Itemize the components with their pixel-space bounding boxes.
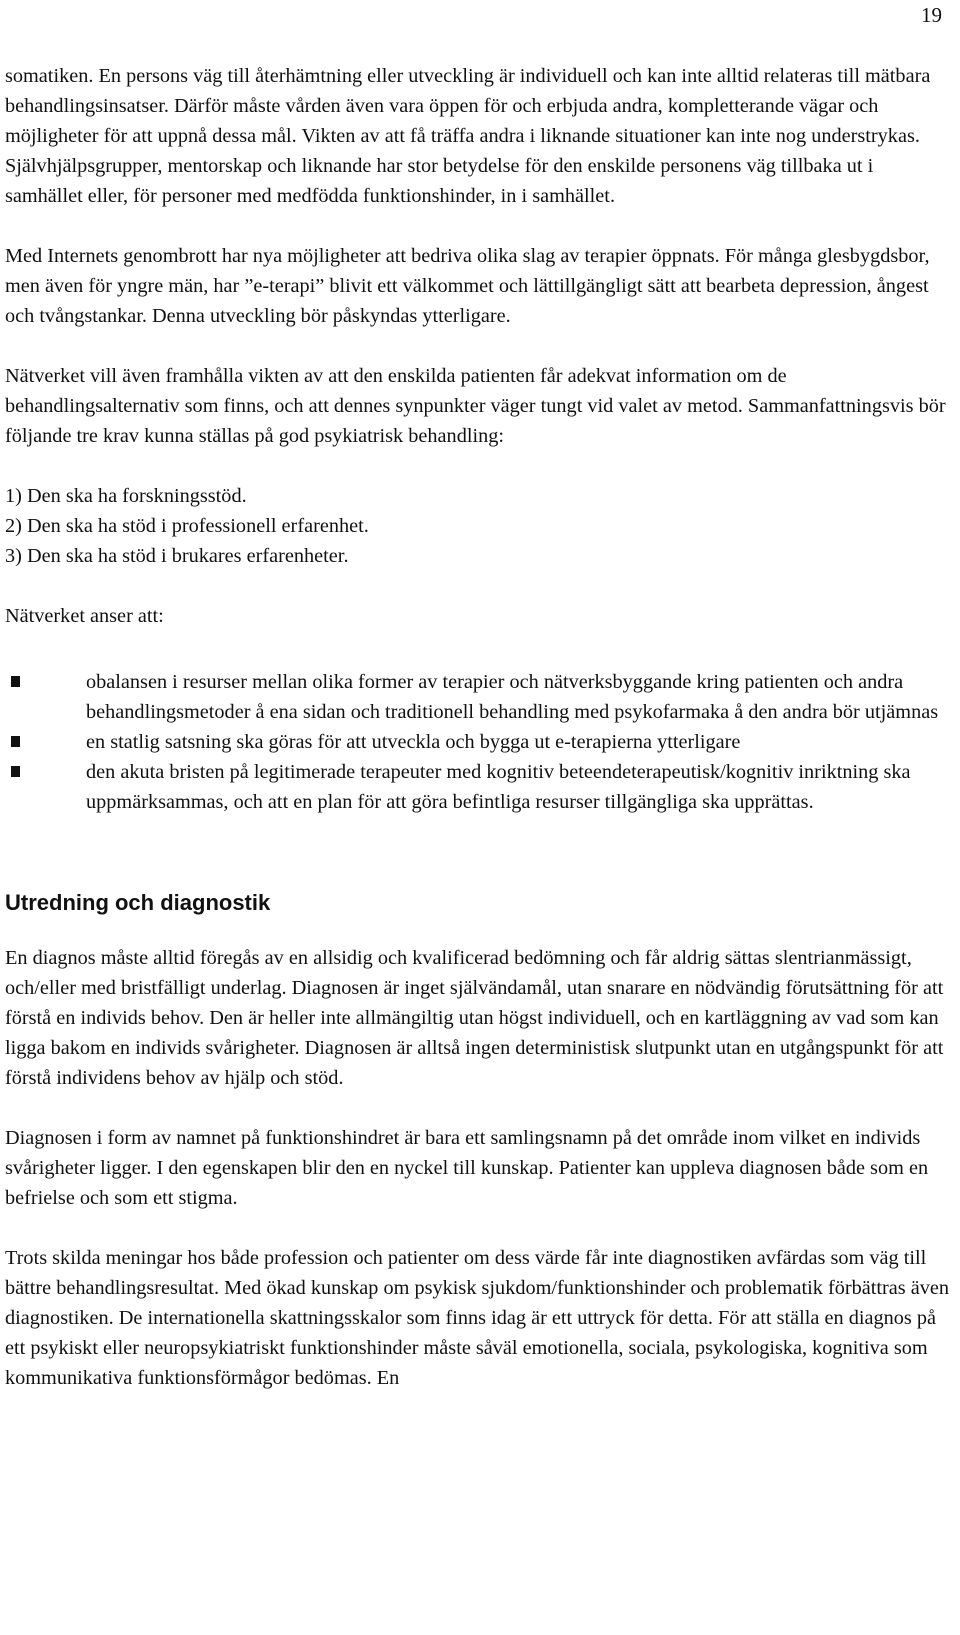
document-body: [5, 61, 950, 1393]
bullet-text: en statlig satsning ska göras för att utveckla och bygga ut e-terapierna ytterligare: [86, 731, 741, 753]
paragraph-network-information: Nätverket vill även framhålla vikten av att den enskilda patienten får adekvat information om de behandlingsalternativ som finns, och att dennes synpunkter väger tungt vid valet av metod. Sammanfattningsvis bör följande tre krav kunna ställas på god psykiatrisk behandling:: [5, 365, 946, 447]
requirements-list: [5, 481, 950, 571]
requirement-item: 3) Den ska ha stöd i brukares erfarenheter.: [5, 545, 349, 567]
paragraph-diagnosis: En diagnos måste alltid föregås av en allsidig och kvalificerad bedömning och får aldrig sättas slentrianmässigt, och/eller med bristfälligt underlag. Diagnosen är inget självändamål, utan snarare en nödvändig förutsättning för att förstå en individs behov. Den är heller inte allmängiltig utan högst individuell, och en kartläggning av vad som kan ligga bakom en individs svårigheter. Diagnosen är alltså ingen deterministisk slutpunkt utan en utgångspunkt för att förstå individens behov av hjälp och stöd.: [5, 947, 944, 1089]
square-bullet-icon: [11, 736, 20, 747]
bullet-item: [5, 727, 950, 757]
bullet-text: obalansen i resurser mellan olika former av terapier och nätverksbyggande kring patienten och andra behandlingsmetoder å ena sidan och traditionell behandling med psykofarmaka å den andra bör utjämnas: [86, 671, 939, 723]
bullet-list: [5, 667, 950, 817]
paragraph-internet: Med Internets genombrott har nya möjligheter att bedriva olika slag av terapier öppnats. För många glesbygdsbor, men även för yngre män, har ”e-terapi” blivit ett välkommet och lättillgängligt sätt att bearbeta depression, ångest och tvångstankar. Denna utveckling bör påskyndas ytterligare.: [5, 245, 930, 327]
paragraph-somatiken: somatiken. En persons väg till återhämtning eller utveckling är individuell och kan inte alltid relateras till mätbara behandlingsinsatser. Därför måste vården även vara öppen för och erbjuda andra, kompletterande vägar och möjligheter för att uppnå dessa mål. Vikten av att få träffa andra i liknande situationer kan inte nog understrykas. Självhjälpsgrupper, mentorskap och liknande har stor betydelse för den enskilde personens väg tillbaka ut i samhället eller, för personer med medfödda funktionshinder, in i samhället.: [5, 65, 931, 207]
bullet-item: [5, 667, 950, 727]
square-bullet-icon: [11, 766, 20, 777]
bullets-intro: Nätverket anser att:: [5, 605, 164, 627]
page-number: 19: [921, 3, 942, 27]
paragraph-diagnosis-name: Diagnosen i form av namnet på funktionshindret är bara ett samlingsnamn på det område inom vilket en individs svårigheter ligger. I den egenskapen blir den en nyckel till kunskap. Patienter kan uppleva diagnosen både som en befrielse och som ett stigma.: [5, 1127, 929, 1209]
square-bullet-icon: [11, 676, 20, 687]
bullet-text: den akuta bristen på legitimerade terapeuter med kognitiv beteendeterapeutisk/kognitiv inriktning ska uppmärksammas, och att en plan för att göra befintliga resurser tillgängliga ska upprättas.: [86, 761, 911, 813]
requirement-item: 2) Den ska ha stöd i professionell erfarenhet.: [5, 515, 369, 537]
requirement-item: 1) Den ska ha forskningsstöd.: [5, 485, 247, 507]
paragraph-diagnosis-value: Trots skilda meningar hos både profession och patienter om dess värde får inte diagnostiken avfärdas som väg till bättre behandlingsresultat. Med ökad kunskap om psykisk sjukdom/funktionshinder och problematik förbättras även diagnostiken. De internationella skattningsskalor som finns idag är ett uttryck för detta. För att ställa en diagnos på ett psykiskt eller neuropsykiatriskt funktionshinder måste såväl emotionella, sociala, psykologiska, kognitiva som kommunikativa funktionsförmågor bedömas. En: [5, 1247, 950, 1389]
section-heading: Utredning och diagnostik: [5, 890, 271, 915]
bullet-item: [5, 757, 950, 817]
